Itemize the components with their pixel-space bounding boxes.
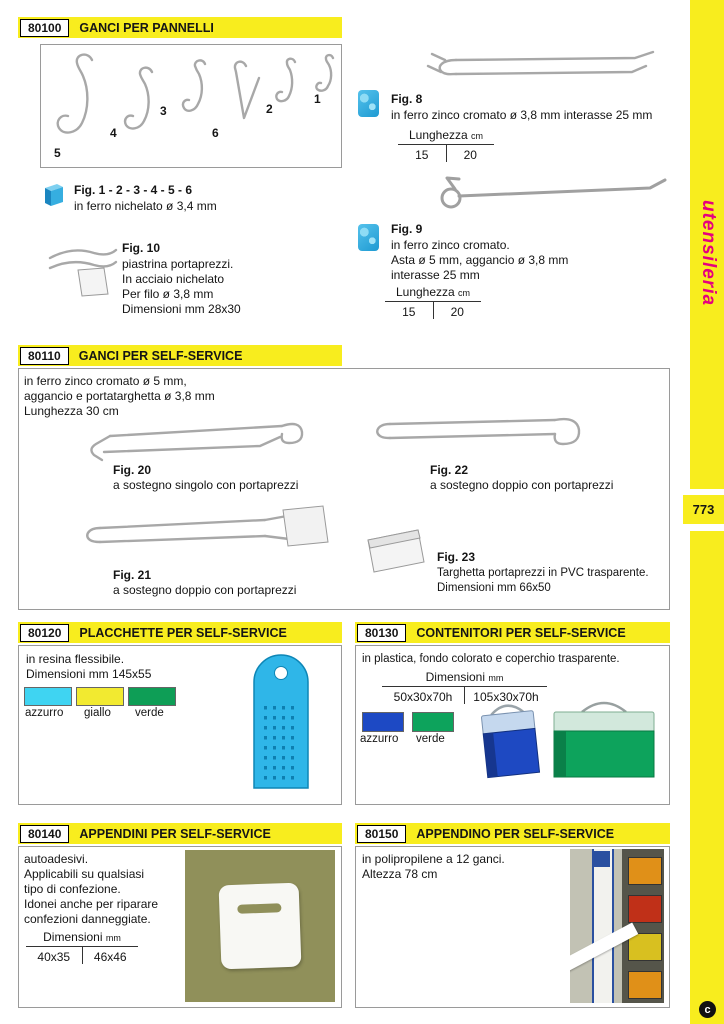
intro-line: aggancio e portatarghetta ø 3,8 mm	[24, 389, 215, 403]
dimensions-table	[26, 930, 138, 964]
section-header-80150	[355, 823, 670, 844]
hang-tab-image	[185, 850, 335, 1002]
page-number-tab: 773	[683, 495, 724, 524]
intro-line: in ferro zinco cromato ø 5 mm,	[24, 374, 187, 388]
fig23-line: Targhetta portaprezzi in PVC trasparente.	[437, 567, 649, 579]
table-value: 40x35	[26, 947, 83, 964]
desc-line: in plastica, fondo colorato e coperchio trasparente.	[362, 653, 620, 665]
intro-line: Lunghezza 30 cm	[24, 404, 119, 418]
swatch-label: giallo	[84, 707, 111, 719]
table-header	[398, 128, 494, 145]
fig-group-desc: in ferro nichelato ø 3,4 mm	[74, 199, 217, 213]
section-code: 80150	[357, 825, 406, 843]
blue-pack-icon	[358, 90, 379, 117]
side-strip-bottom	[690, 531, 724, 1024]
section-header-80120	[18, 622, 342, 643]
fig10-line: In acciaio nichelato	[122, 272, 225, 286]
fig23-label: Fig. 23	[437, 550, 476, 564]
fig8-desc: in ferro zinco cromato ø 3,8 mm interasse 25 mm	[391, 108, 653, 122]
section-title: APPENDINO PER SELF-SERVICE	[416, 826, 615, 841]
fig10-line: Per filo ø 3,8 mm	[122, 287, 214, 301]
table-header	[385, 285, 481, 302]
table-title: Dimensioni	[425, 670, 485, 684]
table-header	[382, 670, 547, 687]
table-value: 20	[463, 148, 477, 162]
swatch-label: azzurro	[360, 733, 399, 745]
fig9-line: interasse 25 mm	[391, 268, 480, 282]
fig10-line: piastrina portaprezzi.	[122, 257, 234, 271]
desc-line: Idonei anche per riparare	[24, 897, 159, 911]
table-value: 15	[385, 302, 434, 319]
fig22-desc: a sostegno doppio con portaprezzi	[430, 478, 614, 492]
desc-line: in polipropilene a 12 ganci.	[362, 852, 505, 866]
desc-line: Dimensioni mm 145x55	[26, 667, 152, 681]
section-code: 80120	[20, 624, 69, 642]
fig10-image	[42, 238, 127, 303]
color-swatch-azzurro	[362, 712, 404, 732]
desc-line: autoadesivi.	[24, 852, 89, 866]
placchetta-image	[252, 652, 310, 790]
desc-line: confezioni danneggiate.	[24, 912, 151, 926]
fig20-image	[70, 402, 330, 464]
fig20-desc: a sostegno singolo con portaprezzi	[113, 478, 299, 492]
fig21-image	[65, 498, 335, 566]
table-value: 105x30x70h	[473, 690, 539, 704]
section-header-80140	[18, 823, 342, 844]
desc-line: in resina flessibile.	[26, 652, 125, 666]
fig8-image	[420, 50, 665, 92]
fig21-desc: a sostegno doppio con portaprezzi	[113, 583, 297, 597]
fig-group-label: Fig. 1 - 2 - 3 - 4 - 5 - 6	[74, 183, 193, 197]
fig22-label: Fig. 22	[430, 463, 469, 477]
hook-number: 6	[212, 126, 219, 140]
section-title: PLACCHETTE PER SELF-SERVICE	[79, 625, 287, 640]
color-swatch-azzurro	[24, 687, 72, 706]
table-title: Lunghezza	[408, 128, 468, 142]
box-pack-icon	[42, 180, 66, 208]
section-title: APPENDINI PER SELF-SERVICE	[79, 826, 271, 841]
section-title: GANCI PER PANNELLI	[79, 20, 214, 35]
section-header-80110	[18, 345, 342, 366]
table-value: 46x46	[93, 950, 127, 964]
fig23-line: Dimensioni mm 66x50	[437, 582, 551, 594]
fig10-line: Dimensioni mm 28x30	[122, 302, 241, 316]
blue-container-image	[472, 697, 550, 784]
section-code: 80110	[20, 347, 69, 365]
desc-line: tipo di confezione.	[24, 882, 121, 896]
fig8-label: Fig. 8	[391, 92, 423, 106]
section-title: GANCI PER SELF-SERVICE	[78, 348, 243, 363]
fig23-image	[362, 524, 430, 579]
table-value: 50x30x70h	[382, 687, 465, 704]
table-unit: mm	[488, 673, 504, 683]
table-title: Lunghezza	[395, 285, 455, 299]
hook-number: 1	[314, 92, 321, 106]
table-header	[26, 930, 138, 947]
color-swatch-verde	[128, 687, 176, 706]
blue-pack-icon	[358, 224, 379, 251]
swatch-label: verde	[135, 707, 164, 719]
swatch-label: verde	[416, 733, 445, 745]
section-header-80130	[355, 622, 670, 643]
hook-number: 2	[266, 102, 273, 116]
table-unit: cm	[458, 288, 471, 298]
table-unit: cm	[471, 131, 484, 141]
hook-number: 5	[54, 146, 61, 160]
hanger-strip-image	[570, 849, 664, 1003]
table-value: 15	[398, 145, 447, 162]
table-unit: mm	[105, 933, 121, 943]
table-value: 20	[450, 305, 464, 319]
fig9-line: in ferro zinco cromato.	[391, 238, 510, 252]
section-title: CONTENITORI PER SELF-SERVICE	[416, 625, 626, 640]
fig9-length-table	[385, 285, 481, 319]
panel-hooks-image	[40, 44, 340, 166]
section-code: 80100	[20, 19, 69, 37]
section-code: 80130	[357, 624, 406, 642]
color-swatch-verde	[412, 712, 454, 732]
desc-line: Altezza 78 cm	[362, 867, 438, 881]
fig8-length-table	[398, 128, 494, 162]
hook-number: 4	[110, 126, 117, 140]
fig9-image	[425, 172, 670, 217]
green-container-image	[548, 694, 660, 782]
color-swatch-giallo	[76, 687, 124, 706]
fig9-line: Asta ø 5 mm, aggancio ø 3,8 mm	[391, 253, 569, 267]
publisher-logo-icon: c	[699, 1001, 716, 1018]
fig10-label: Fig. 10	[122, 241, 161, 255]
swatch-label: azzurro	[25, 707, 64, 719]
fig21-label: Fig. 21	[113, 568, 152, 582]
category-tab-label: utensileria	[698, 200, 719, 307]
section-header-80100	[18, 17, 342, 38]
table-title: Dimensioni	[43, 930, 103, 944]
desc-line: Applicabili su qualsiasi	[24, 867, 145, 881]
fig20-label: Fig. 20	[113, 463, 152, 477]
fig9-label: Fig. 9	[391, 222, 423, 236]
fig22-image	[360, 406, 590, 462]
hook-number: 3	[160, 104, 167, 118]
section-code: 80140	[20, 825, 69, 843]
